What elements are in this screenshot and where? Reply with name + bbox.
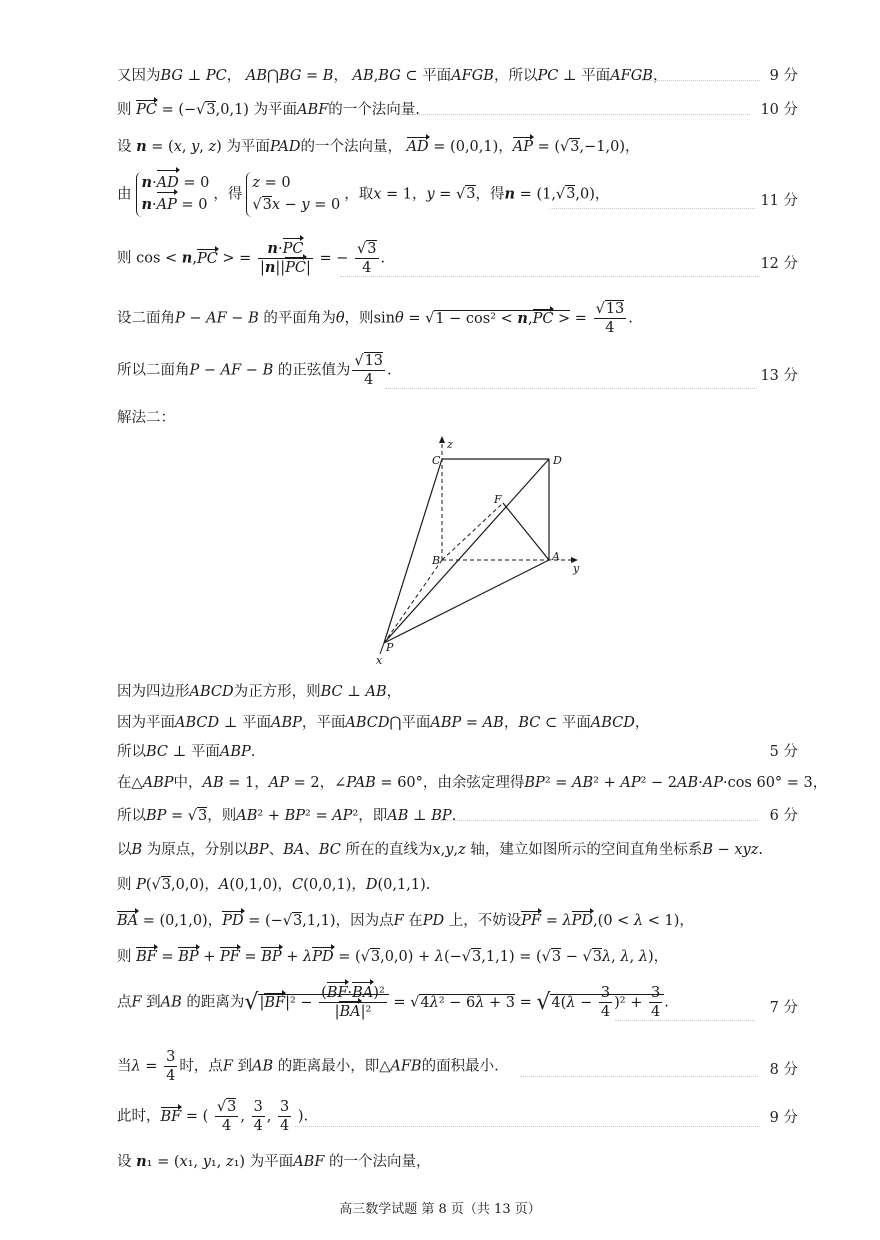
line-3: 设 n = (x, y, z) 为平面PAD的一个法向量， AD = (0,0,1)，AP = (√3,−1,0)， (117, 138, 640, 155)
score-7: 7 分 (769, 1000, 798, 1016)
score-11: 11 分 (760, 193, 798, 209)
line-5: 则 cos < n,PC > = $\frac{n\cdot PC}{|n||PC|}$ = − $\frac{√3}{4}$ . (117, 240, 386, 277)
line-18: 点F 到AB 的距离为√|BF|² − $\frac{\text{(BF·BA)²}}{\text{|BA|²}}$ = √4λ² − 6λ + 3 = √4(λ − $\frac{3}{4}$ )² + $\frac{3}{4}$ . (117, 985, 669, 1021)
score-10: 10 分 (760, 102, 798, 118)
score-13: 13 分 (760, 368, 798, 384)
line-6: 设二面角P − AF − B 的平面角为θ，则sinθ = √1 − cos² < n,PC > = $\frac{√13}{4}$ . (117, 301, 633, 337)
score-5: 5 分 (769, 744, 798, 760)
edge-FA (503, 503, 549, 560)
line-21: 设 n₁ = (x₁, y₁, z₁) 为平面ABF 的一个法向量， (117, 1153, 431, 1170)
label-x: x (376, 654, 383, 667)
edge-DP (384, 459, 549, 643)
line-9: 因为四边形ABCD为正方形，则BC ⊥ AB， (117, 684, 402, 700)
label-D: D (553, 454, 562, 467)
label-y: y (573, 562, 580, 575)
label-F: F (494, 493, 502, 506)
label-P: P (386, 641, 394, 654)
z-arrow (439, 436, 445, 443)
edge-BP (384, 560, 442, 643)
line-11: 所以BC ⊥ 平面ABP. (117, 744, 256, 760)
line-20: 此时，BF = ( $\frac{√3}{4}$ , $\frac{3}{4}$ , $\frac{3}{4}$ ). (117, 1099, 309, 1135)
score-8: 8 分 (769, 1062, 798, 1078)
line-19: 当λ = $\frac{3}{4}$ 时，点F 到AB 的距离最小，即△AFB的面积最小. (117, 1049, 499, 1085)
score-12: 12 分 (760, 256, 798, 272)
line-17: 则 BF = BP + PF = BP + λPD = (√3,0,0) + λ(−√3,1,1) = (√3 − √3λ, λ, λ)， (117, 949, 669, 965)
line-15: 则 P(√3,0,0)，A(0,1,0)，C(0,0,1)，D(0,1,1). (117, 877, 431, 893)
label-C: C (432, 454, 441, 467)
score-9: 9 分 (769, 68, 798, 84)
label-z: z (447, 438, 453, 451)
line-13: 所以BP = √3，则AB² + BP² = AP²，即AB ⊥ BP. (117, 808, 457, 824)
score-6: 6 分 (769, 808, 798, 824)
edge-CP (384, 459, 442, 643)
edge-AP (384, 560, 549, 643)
label-A: A (552, 550, 560, 563)
edge-BF (442, 503, 503, 560)
score-9b: 9 分 (769, 1110, 798, 1126)
line-4: 由n·AD = 0 n·AP = 0，得z = 0 √3x − y = 0，取x = 1，y = √3，得n = (1,√3,0)， (117, 172, 609, 217)
line-12: 在△ABP中，AB = 1，AP = 2，∠PAB = 60°，由余弦定理得BP² = AB² + AP² − 2AB·AP·cos 60° = 3， (117, 775, 828, 791)
line-10: 因为平面ABCD ⊥ 平面ABP，平面ABCD⋂平面ABP = AB，BC ⊂ 平面ABCD， (117, 715, 650, 731)
axis-x-tail (380, 643, 384, 654)
page-footer: 高三数学试题 第 8 页（共 13 页） (339, 1202, 541, 1217)
coordinate-figure (368, 432, 588, 668)
method-two-heading: 解法二： (117, 410, 175, 426)
line-16: BA = (0,1,0)，PD = (−√3,1,1)，因为点F 在PD 上，不妨设PF = λPD,(0 < λ < 1)， (117, 913, 694, 929)
line-7: 所以二面角P − AF − B 的正弦值为 $\frac{√13}{4}$ . (117, 353, 392, 389)
line-2: 则 PC = (−√3,0,1) 为平面ABF的一个法向量. (117, 102, 420, 118)
label-B: B (432, 554, 441, 567)
line-1: 又因为BG ⊥ PC， AB⋂BG = B， AB,BG ⊂ 平面AFGB，所以PC ⊥ 平面AFGB， (117, 68, 668, 84)
line-14: 以B 为原点，分别以BP、BA、BC 所在的直线为x,y,z 轴，建立如图所示的空间直角坐标系B − xyz. (117, 842, 763, 858)
